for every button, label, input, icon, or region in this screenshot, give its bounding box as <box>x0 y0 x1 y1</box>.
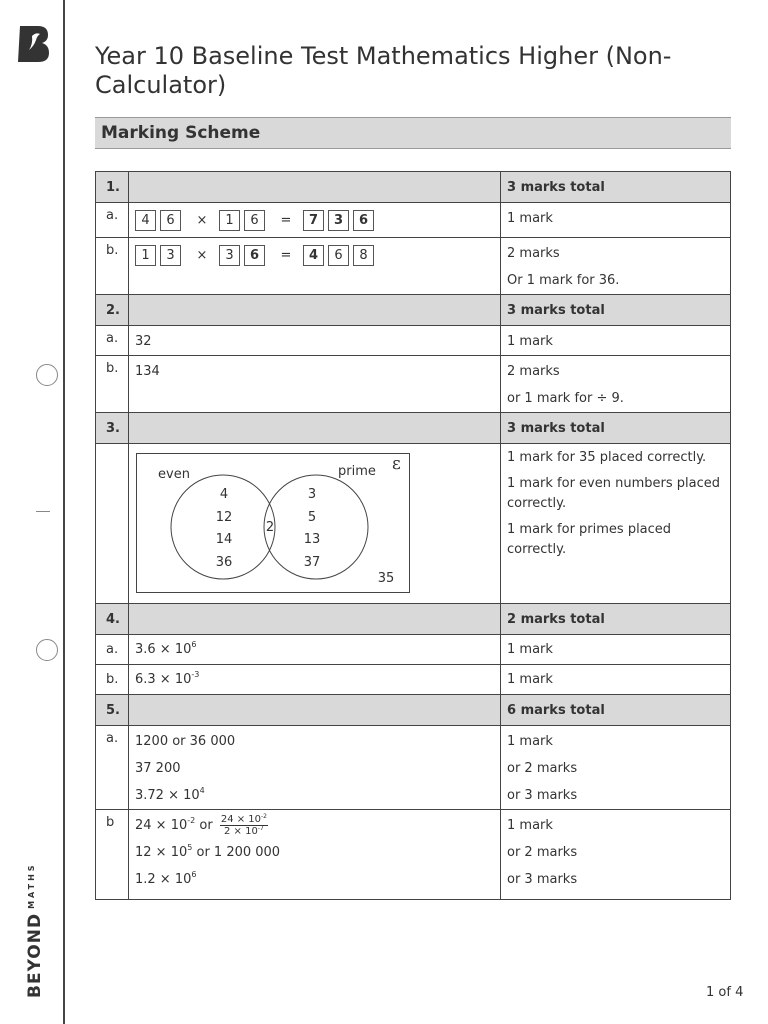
table-row <box>96 444 731 604</box>
question-blank <box>129 295 501 326</box>
mark-text: 2 marks <box>507 246 560 261</box>
mark-text: 1 mark <box>507 334 553 349</box>
answer-exponent: -3 <box>191 670 200 679</box>
question-number: 4. <box>96 604 129 635</box>
answer-mantissa: 3.6 × 10 <box>135 642 192 657</box>
part-label: b. <box>106 361 119 376</box>
mark-text: Or 1 mark for 36. <box>507 273 620 288</box>
answer-text: 37 200 <box>135 761 181 776</box>
or-text: or <box>199 818 213 833</box>
even-only-value: 12 <box>215 510 233 525</box>
mark-text: or 1 mark for ÷ 9. <box>507 391 624 406</box>
answer-exponent: -2 <box>187 816 196 825</box>
answer-text <box>135 782 494 809</box>
digit-box: 3 <box>219 245 240 266</box>
question-header-1 <box>96 172 731 203</box>
question-number: 3. <box>96 413 129 444</box>
times-sign: × <box>196 247 208 263</box>
part-label: a. <box>106 731 119 746</box>
question-header-2 <box>96 295 731 326</box>
prime-only-value: 13 <box>303 532 321 547</box>
punch-hole-top <box>36 364 58 386</box>
numerator-mantissa: 24 × 10 <box>220 814 262 825</box>
mark-text: 1 mark <box>507 211 553 226</box>
table-row <box>96 356 731 413</box>
even-only-value: 4 <box>219 487 229 502</box>
epsilon-symbol: ε <box>392 454 401 474</box>
digit-box: 6 <box>160 210 181 231</box>
answer-text: 1200 or 36 000 <box>135 734 236 749</box>
venn-diagram <box>136 453 410 593</box>
question-number: 5. <box>96 695 129 726</box>
question-total: 6 marks total <box>501 695 731 726</box>
mark-text: 1 mark <box>507 734 553 749</box>
even-label: even <box>158 467 190 482</box>
digit-box: 8 <box>353 245 374 266</box>
digit-box-row <box>135 244 494 266</box>
answer-text: 32 <box>135 334 152 349</box>
part-label: b <box>106 815 115 830</box>
part-label: a. <box>106 331 119 346</box>
table-row <box>96 238 731 295</box>
question-blank <box>129 172 501 203</box>
answer-box: 3 <box>328 210 349 231</box>
answer-exponent: 6 <box>191 640 197 649</box>
answer-mantissa: 6.3 × 10 <box>135 672 192 687</box>
question-header-4 <box>96 604 731 635</box>
part-label: a. <box>106 642 119 657</box>
mark-text: or 3 marks <box>507 788 578 803</box>
digit-box: 3 <box>160 245 181 266</box>
answer-exponent: 4 <box>199 786 205 795</box>
margin-line <box>63 0 65 1024</box>
question-blank <box>129 604 501 635</box>
mark-text: 1 mark <box>507 818 553 833</box>
page-title: Year 10 Baseline Test Mathematics Higher (Non-Calculator) <box>95 42 672 99</box>
answer-box: 4 <box>303 245 324 266</box>
digit-box: 4 <box>135 210 156 231</box>
brand-maths: MATHS <box>27 862 36 909</box>
digit-box: 1 <box>219 210 240 231</box>
numerator-exponent: -2 <box>261 813 267 820</box>
mark-text: 1 mark for even numbers placed correctly. <box>507 476 720 511</box>
digit-box-row <box>135 209 494 231</box>
fold-mark <box>36 511 50 512</box>
intersection-value: 2 <box>265 520 275 535</box>
answer-text: 134 <box>135 364 160 379</box>
prime-only-value: 3 <box>307 487 317 502</box>
outside-value: 35 <box>377 571 395 586</box>
digit-box: 1 <box>135 245 156 266</box>
answer-mantissa: 3.72 × 10 <box>135 788 200 803</box>
table-row <box>96 203 731 238</box>
digit-box: 6 <box>244 210 265 231</box>
mark-text: 1 mark for primes placed correctly. <box>507 522 672 557</box>
table-row <box>96 726 731 810</box>
table-row <box>96 635 731 665</box>
mark-text: 1 mark <box>507 642 553 657</box>
answer-box: 6 <box>353 210 374 231</box>
mark-text: 1 mark <box>507 672 553 687</box>
answer-text <box>135 812 494 839</box>
even-only-value: 14 <box>215 532 233 547</box>
mark-text: 2 marks <box>507 364 560 379</box>
answer-mantissa: 1.2 × 10 <box>135 872 192 887</box>
answer-box: 6 <box>244 245 265 266</box>
question-blank <box>129 413 501 444</box>
question-total: 3 marks total <box>501 295 731 326</box>
answer-text <box>135 839 494 866</box>
prime-only-value: 37 <box>303 555 321 570</box>
prime-only-value: 5 <box>307 510 317 525</box>
part-label: b. <box>106 243 119 258</box>
mark-text: 1 mark for 35 placed correctly. <box>507 450 707 465</box>
equals-sign: = <box>280 212 292 228</box>
answer-mantissa: 12 × 10 <box>135 845 188 860</box>
answer-text <box>135 866 494 893</box>
fraction <box>220 814 268 837</box>
punch-hole-bottom <box>36 639 58 661</box>
even-only-value: 36 <box>215 555 233 570</box>
denominator-mantissa: 2 × 10 <box>224 826 258 837</box>
marking-table <box>95 171 731 900</box>
answer-mantissa: 24 × 10 <box>135 818 188 833</box>
part-label: b. <box>106 672 119 687</box>
prime-label: prime <box>338 464 376 479</box>
question-blank <box>129 695 501 726</box>
question-total: 2 marks total <box>501 604 731 635</box>
table-row <box>96 810 731 900</box>
equals-sign: = <box>280 247 292 263</box>
section-bar <box>95 117 731 149</box>
question-number: 1. <box>96 172 129 203</box>
question-header-5 <box>96 695 731 726</box>
beyond-logo-icon <box>16 22 50 64</box>
answer-box: 7 <box>303 210 324 231</box>
denominator-exponent: -7 <box>257 825 264 832</box>
question-total: 3 marks total <box>501 413 731 444</box>
brand-beyond: BEYOND <box>25 912 45 998</box>
question-header-3 <box>96 413 731 444</box>
times-sign: × <box>196 212 208 228</box>
digit-box: 6 <box>328 245 349 266</box>
part-label: a. <box>106 208 119 223</box>
mark-text: or 3 marks <box>507 872 578 887</box>
brand-vertical <box>25 860 45 1000</box>
section-title: Marking Scheme <box>101 123 261 143</box>
answer-exponent: 6 <box>191 870 197 879</box>
table-row <box>96 326 731 356</box>
answer-rest: or 1 200 000 <box>196 845 281 860</box>
fraction-denominator <box>220 826 268 837</box>
page-number: 1 of 4 <box>706 985 744 1000</box>
answer-exponent: 5 <box>187 843 193 852</box>
question-total: 3 marks total <box>501 172 731 203</box>
question-number: 2. <box>96 295 129 326</box>
mark-text: or 2 marks <box>507 761 578 776</box>
mark-text: or 2 marks <box>507 845 578 860</box>
table-row <box>96 665 731 695</box>
